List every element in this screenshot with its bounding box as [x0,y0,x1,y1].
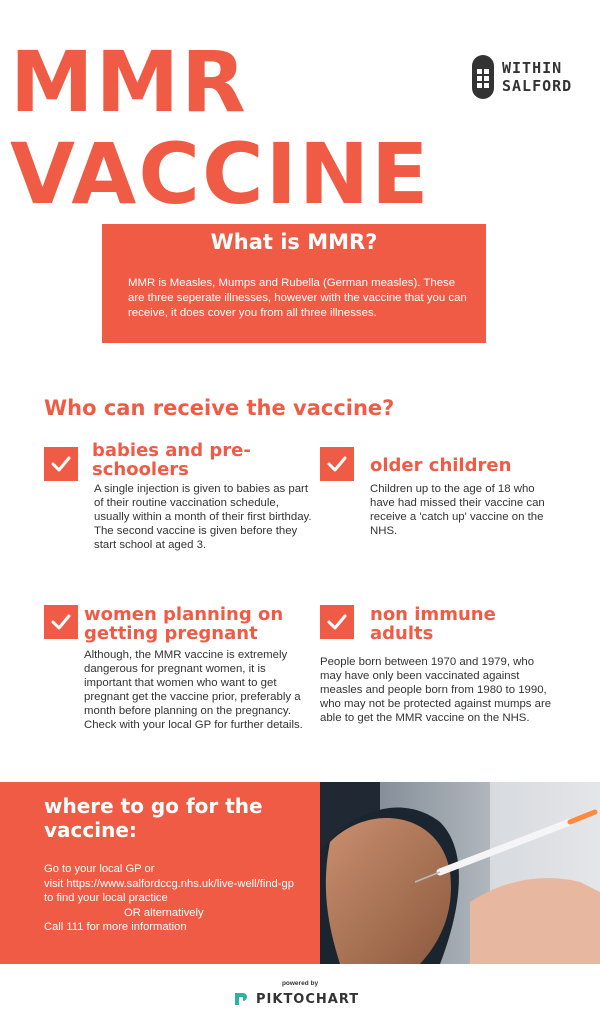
checkmark-icon [320,447,354,481]
item-title-adults: non immune adults [370,604,496,644]
item-body-babies: A single injection is given to babies as part of their routine vaccination schedule, usually within a month of their first birthday. The second vaccine is given before they start school at aged 3. [94,483,312,551]
item-body-women: Although, the MMR vaccine is extremely dangerous for pregnant women, it is important that women who want to get pregnant get the vaccine prior, preferably a month before planning on the pregnancy. Check with your local GP for further details. [84,649,303,731]
item-body-adults: People born between 1970 and 1979, who may have only been vaccinated against measles and people born from 1980 to 1990, who may not be protected against mumps are able to get the MMR vaccine on the NHS. [320,656,552,724]
piktochart-logo[interactable] [232,990,359,1008]
plaster-icon [472,55,494,99]
vaccination-photo [320,782,600,964]
checkmark-icon [320,605,354,639]
item-title-women: women planning on getting pregnant [84,604,284,644]
what-heading: What is MMR? [210,230,378,254]
where-to-go-section [0,782,320,964]
piktochart-brand: PIKTOCHART [256,991,360,1007]
where-line-4: Call 111 for more information [44,921,187,933]
piktochart-icon [232,990,250,1008]
item-body-older-children: Children up to the age of 18 who have had missed their vaccine can receive a 'catch up' vaccine on the NHS. [370,483,545,537]
title-line-2: VACCINE [10,125,431,223]
item-title-babies: babies and pre-schoolers [92,440,251,480]
where-line-3: OR alternatively [124,906,204,919]
where-body [44,862,294,935]
what-is-mmr-box [102,224,486,343]
what-body: MMR is Measles, Mumps and Rubella (German measles). These are three seperate illnesses, however with the vaccine that you can receive, it does cover you from all three illnesses. [128,277,467,319]
where-line-2: visit https://www.salfordccg.nhs.uk/live-well/find-gp to find your local practice [44,877,294,904]
who-heading: Who can receive the vaccine? [44,396,395,420]
where-line-1: Go to your local GP or [44,863,155,875]
title-line-1: MMR [10,33,248,131]
logo-line-1: WITHIN [502,59,563,77]
powered-by-label: powered by [281,980,319,987]
within-salford-logo [472,55,572,99]
item-title-older-children: older children [370,455,512,476]
checkmark-icon [44,605,78,639]
checkmark-icon [44,447,78,481]
logo-line-2: SALFORD [502,77,573,95]
where-heading: where to go for the vaccine: [44,794,263,842]
